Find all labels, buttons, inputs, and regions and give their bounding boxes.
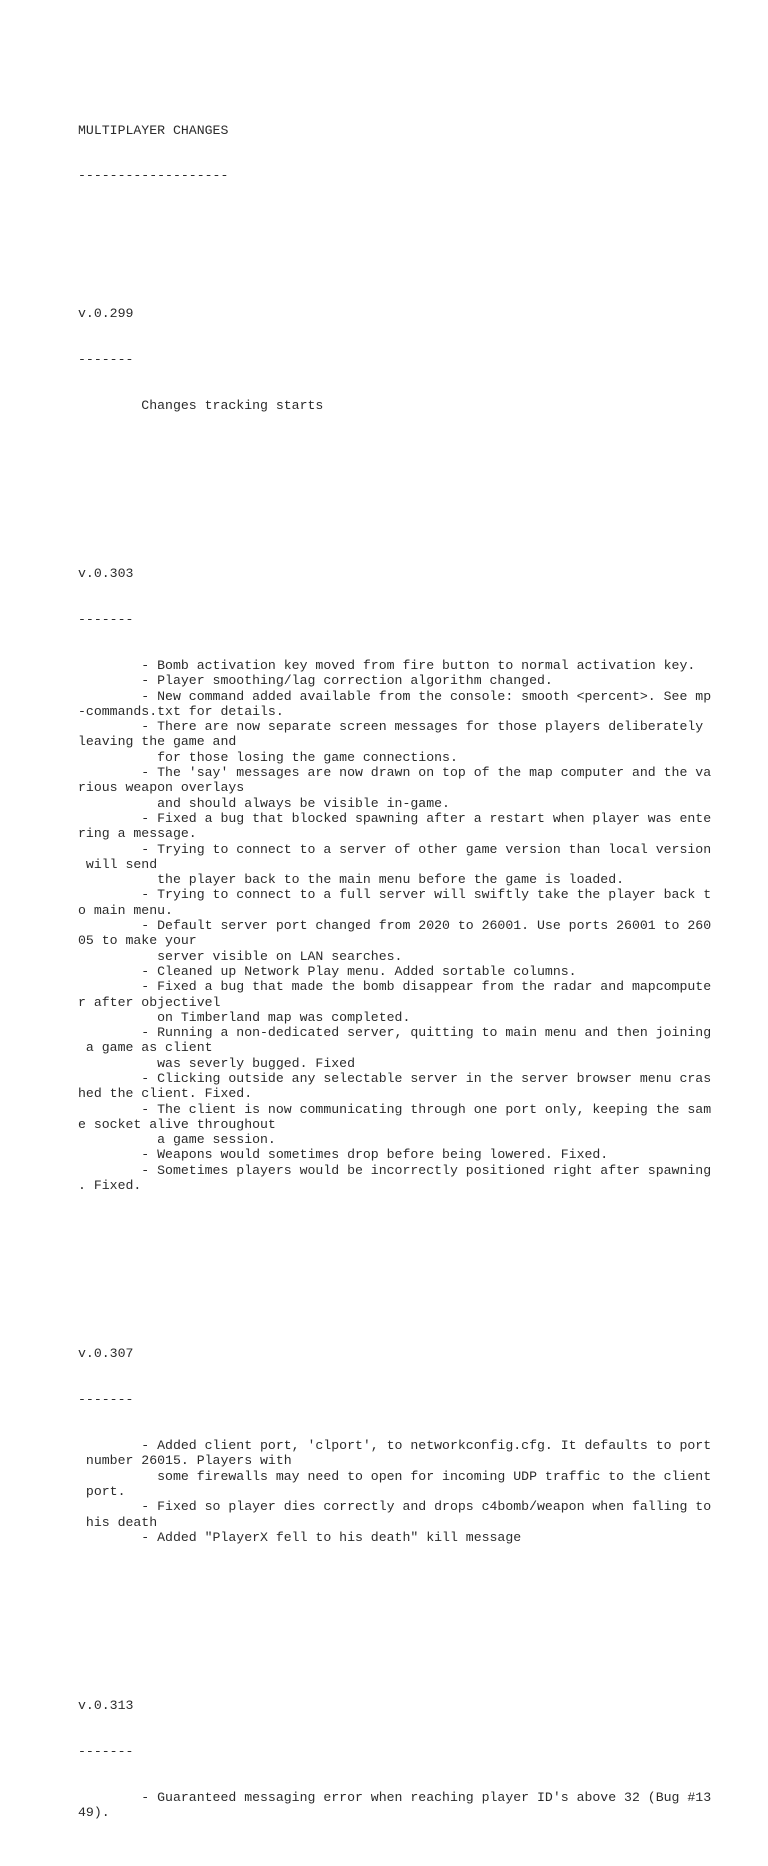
section-lines bbox=[78, 1790, 758, 1821]
text-line: - Added client port, 'clport', to networkconfig.cfg. It defaults to port bbox=[78, 1438, 712, 1454]
text-line: ring a message. bbox=[78, 826, 197, 842]
text-line: - Guaranteed messaging error when reaching player ID's above 32 (Bug #13 bbox=[78, 1789, 712, 1805]
text-line: a game session. bbox=[78, 1132, 276, 1148]
text-line: server visible on LAN searches. bbox=[78, 948, 403, 964]
text-line: will send bbox=[78, 856, 158, 872]
text-line: port. bbox=[78, 1484, 126, 1500]
text-line: a game as client bbox=[78, 1040, 213, 1056]
text-line: number 26015. Players with bbox=[78, 1453, 292, 1469]
text-line: - Default server port changed from 2020 to 26001. Use ports 26001 to 260 bbox=[78, 918, 712, 934]
text-line: - Bomb activation key moved from fire button to normal activation key. bbox=[78, 657, 696, 673]
text-line: - Clicking outside any selectable server in the server browser menu cras bbox=[78, 1071, 712, 1086]
version-heading: v.0.299 bbox=[78, 306, 134, 322]
text-line: - The 'say' messages are now drawn on top of the map computer and the va bbox=[78, 765, 712, 781]
text-line: . Fixed. bbox=[78, 1178, 142, 1194]
version-heading: v.0.307 bbox=[78, 1346, 134, 1362]
text-line: e socket alive throughout bbox=[78, 1116, 276, 1132]
text-line: - Trying to connect to a full server will swiftly take the player back t bbox=[78, 887, 712, 903]
version-rule: ------- bbox=[78, 1392, 134, 1408]
text-line: hed the client. Fixed. bbox=[78, 1086, 253, 1102]
text-line: Changes tracking starts bbox=[78, 397, 324, 413]
text-line: - Trying to connect to a server of other game version than local version bbox=[78, 841, 712, 857]
version-heading: v.0.313 bbox=[78, 1698, 134, 1714]
section-lines bbox=[78, 398, 758, 413]
spacer bbox=[78, 1255, 758, 1270]
section-lines bbox=[78, 1438, 758, 1545]
section-v0307 bbox=[78, 1316, 758, 1576]
text-line: rious weapon overlays bbox=[78, 780, 245, 796]
text-line: - Fixed a bug that made the bomb disappear from the radar and mapcompute bbox=[78, 979, 712, 995]
text-line: - The client is now communicating through one port only, keeping the sam bbox=[78, 1101, 712, 1117]
text-line: - Weapons would sometimes drop before being lowered. Fixed. bbox=[78, 1147, 609, 1163]
text-line: was severly bugged. Fixed bbox=[78, 1055, 355, 1071]
text-line: for those losing the game connections. bbox=[78, 749, 458, 765]
text-line: - Player smoothing/lag correction algorithm changed. bbox=[78, 673, 553, 689]
spacer bbox=[78, 1606, 758, 1621]
text-line: - There are now separate screen messages for those players deliberately bbox=[78, 719, 704, 735]
text-line: - New command added available from the console: smooth <percent>. See mp bbox=[78, 688, 712, 704]
text-line: - Running a non-dedicated server, quitting to main menu and then joining bbox=[78, 1025, 712, 1041]
text-line: - Cleaned up Network Play menu. Added sortable columns. bbox=[78, 963, 577, 979]
text-line: r after objectivel bbox=[78, 994, 221, 1010]
text-line: the player back to the main menu before the game is loaded. bbox=[78, 872, 625, 888]
text-line: and should always be visible in-game. bbox=[78, 795, 450, 811]
text-line: o main menu. bbox=[78, 902, 173, 918]
version-rule: ------- bbox=[78, 1744, 134, 1760]
section-v0299 bbox=[78, 276, 758, 444]
text-line: on Timberland map was completed. bbox=[78, 1009, 411, 1025]
text-line: - Added "PlayerX fell to his death" kill message bbox=[78, 1529, 522, 1545]
text-line: - Fixed so player dies correctly and drops c4bomb/weapon when falling to bbox=[78, 1499, 712, 1515]
title-rule: ------------------- bbox=[78, 168, 229, 184]
text-line: - Fixed a bug that blocked spawning after a restart when player was ente bbox=[78, 810, 712, 826]
version-rule: ------- bbox=[78, 612, 134, 628]
text-line: - Sometimes players would be incorrectly positioned right after spawning bbox=[78, 1162, 712, 1178]
section-v0313 bbox=[78, 1668, 758, 1852]
section-v0303 bbox=[78, 536, 758, 1224]
document-page bbox=[78, 92, 758, 1866]
text-line: 05 to make your bbox=[78, 933, 197, 949]
text-line: 49). bbox=[78, 1805, 110, 1821]
spacer bbox=[78, 474, 758, 489]
version-heading: v.0.303 bbox=[78, 566, 134, 582]
text-line: leaving the game and bbox=[78, 734, 237, 750]
spacer bbox=[78, 214, 758, 229]
version-rule: ------- bbox=[78, 352, 134, 368]
text-line: his death bbox=[78, 1514, 158, 1530]
text-line: -commands.txt for details. bbox=[78, 703, 284, 719]
text-line: some firewalls may need to open for incoming UDP traffic to the client bbox=[78, 1468, 712, 1484]
section-lines bbox=[78, 658, 758, 1193]
document-title: MULTIPLAYER CHANGES bbox=[78, 122, 229, 138]
